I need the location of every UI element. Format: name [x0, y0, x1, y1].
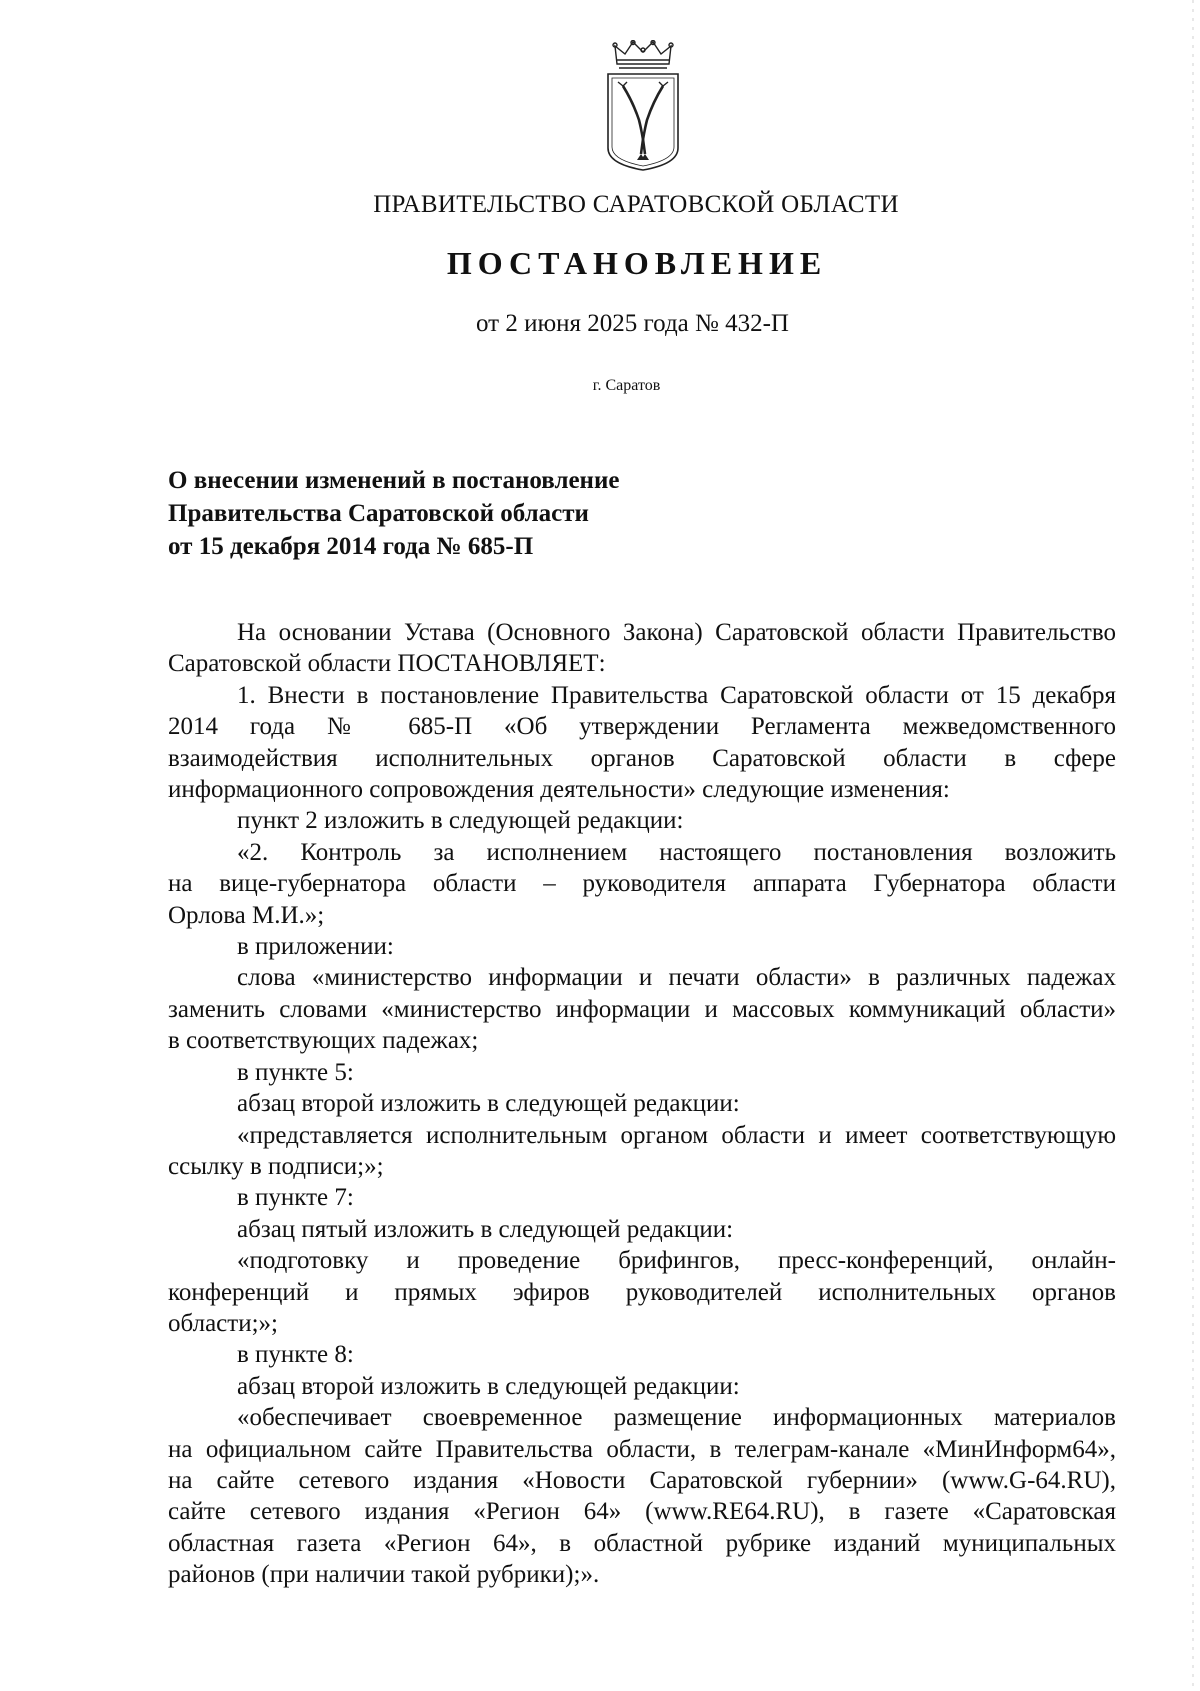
body-line: ссылку в подписи;»;	[168, 1152, 384, 1180]
document-type: ПОСТАНОВЛЕНИЕ	[446, 245, 828, 281]
body-line: области;»;	[168, 1309, 278, 1337]
paragraph-quote	[168, 1120, 1116, 1183]
document-date-number: от 2 июня 2025 года № 432-П	[476, 310, 789, 337]
body-line: на вице-губернатора области – руководителя аппарата Губернатора области	[168, 870, 1116, 898]
paragraph: абзац пятый изложить в следующей редакции:	[237, 1215, 734, 1243]
government-name: ПРАВИТЕЛЬСТВО САРАТОВСКОЙ ОБЛАСТИ	[373, 191, 899, 218]
document-body	[168, 617, 1116, 1591]
body-line: на официальном сайте Правительства области, в телеграм-канале «МинИнформ64»,	[168, 1435, 1116, 1463]
paragraph: абзац второй изложить в следующей редакции:	[237, 1090, 740, 1118]
body-line: Орлова М.И.»;	[168, 901, 325, 929]
body-line: «2. Контроль за исполнением настоящего постановления возложить	[237, 838, 1116, 866]
body-line: Саратовской области ПОСТАНОВЛЯЕТ:	[168, 650, 606, 678]
paragraph-quote	[168, 1402, 1116, 1590]
paragraph: в пункте 5:	[237, 1058, 354, 1086]
paragraph-item-1	[168, 680, 1116, 806]
subject-line: от 15 декабря 2014 года № 685-П	[168, 533, 534, 560]
subject-line: О внесении изменений в постановление	[168, 467, 620, 494]
body-line: информационного сопровождения деятельности» следующие изменения:	[168, 776, 950, 804]
coat-of-arms-icon	[603, 40, 683, 172]
body-line: областная газета «Регион 64», в областной рубрике изданий муниципальных	[168, 1529, 1116, 1557]
body-line: в соответствующих падежах;	[168, 1027, 479, 1055]
paragraph: пункт 2 изложить в следующей редакции:	[237, 807, 684, 835]
document-city: г. Саратов	[592, 377, 661, 394]
body-line: 2014 года № 685-П «Об утверждении Регламента межведомственного	[168, 713, 1116, 741]
paragraph-quote	[168, 1245, 1116, 1339]
body-line: районов (при наличии такой рубрики);».	[168, 1561, 600, 1589]
paragraph: в приложении:	[237, 933, 394, 961]
paragraph-replace-words	[168, 962, 1116, 1056]
body-line: «подготовку и проведение брифингов, пресс-конференций, онлайн-	[237, 1247, 1116, 1275]
body-line: «обеспечивает своевременное размещение информационных материалов	[237, 1404, 1116, 1432]
body-line: На основании Устава (Основного Закона) Саратовской области Правительство	[237, 619, 1116, 646]
body-line: на сайте сетевого издания «Новости Саратовской губернии» (www.G-64.RU),	[168, 1466, 1116, 1494]
body-line: 1. Внести в постановление Правительства Саратовской области от 15 декабря	[237, 681, 1116, 709]
body-line: слова «министерство информации и печати области» в различных падежах	[237, 964, 1116, 992]
body-line: «представляется исполнительным органом области и имеет соответствующую	[237, 1121, 1116, 1149]
paragraph: в пункте 7:	[237, 1184, 354, 1212]
document-subject	[168, 464, 868, 563]
body-line: сайте сетевого издания «Регион 64» (www.RE64.RU), в газете «Саратовская	[168, 1498, 1116, 1526]
paragraph-basis	[168, 617, 1116, 680]
subject-line: Правительства Саратовской области	[168, 500, 589, 527]
scan-edge-artifact	[1192, 0, 1194, 1691]
paragraph-quote-item-2	[168, 837, 1116, 931]
body-line: заменить словами «министерство информации и массовых коммуникаций области»	[168, 995, 1116, 1023]
paragraph: абзац второй изложить в следующей редакции:	[237, 1372, 740, 1400]
body-line: конференций и прямых эфиров руководителей исполнительных органов	[168, 1278, 1116, 1306]
paragraph: в пункте 8:	[237, 1341, 354, 1369]
body-line: взаимодействия исполнительных органов Саратовской области в сфере	[168, 744, 1116, 772]
